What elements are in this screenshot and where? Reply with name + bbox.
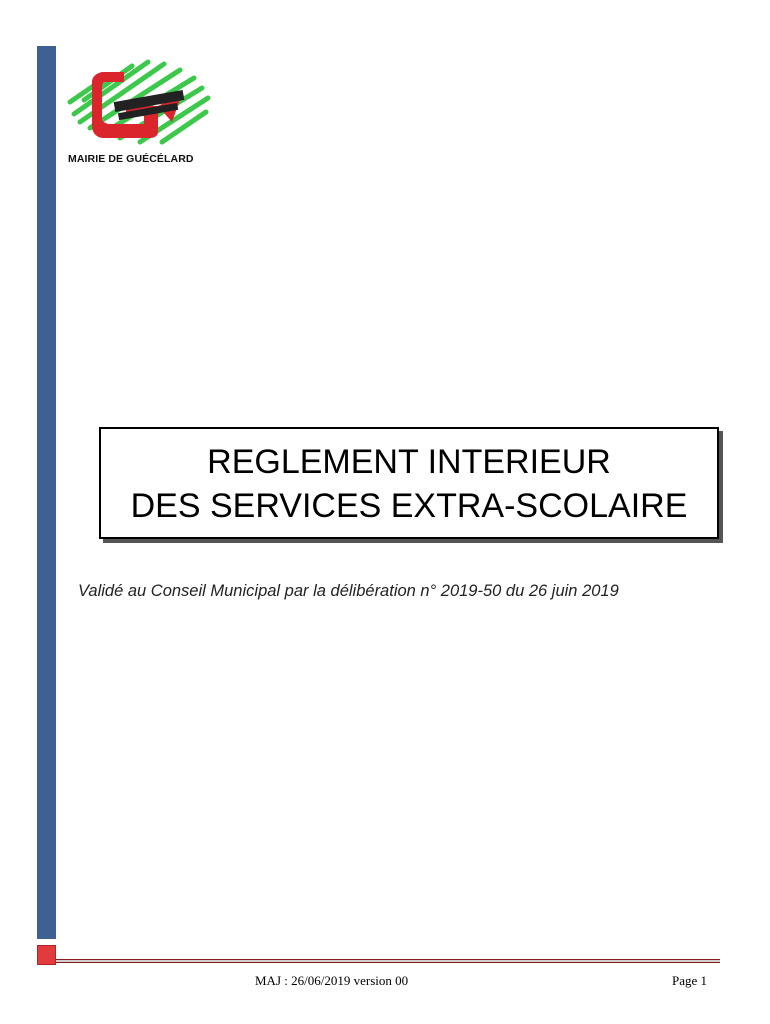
side-bar — [37, 46, 56, 939]
logo-caption: MAIRIE DE GUÉCÉLARD — [68, 153, 194, 165]
footer-version: MAJ : 26/06/2019 version 00 — [255, 973, 409, 988]
corner-square — [37, 945, 56, 965]
page-number: Page 1 — [672, 973, 708, 988]
validation-note: Validé au Conseil Municipal par la délibération n° 2019-50 du 26 juin 2019 — [78, 582, 619, 600]
town-logo — [62, 52, 212, 152]
title-line-1: REGLEMENT INTERIEUR — [207, 443, 611, 481]
footer-rule — [56, 959, 720, 963]
title-line-2: DES SERVICES EXTRA-SCOLAIRE — [130, 487, 688, 525]
title-box — [99, 427, 719, 539]
